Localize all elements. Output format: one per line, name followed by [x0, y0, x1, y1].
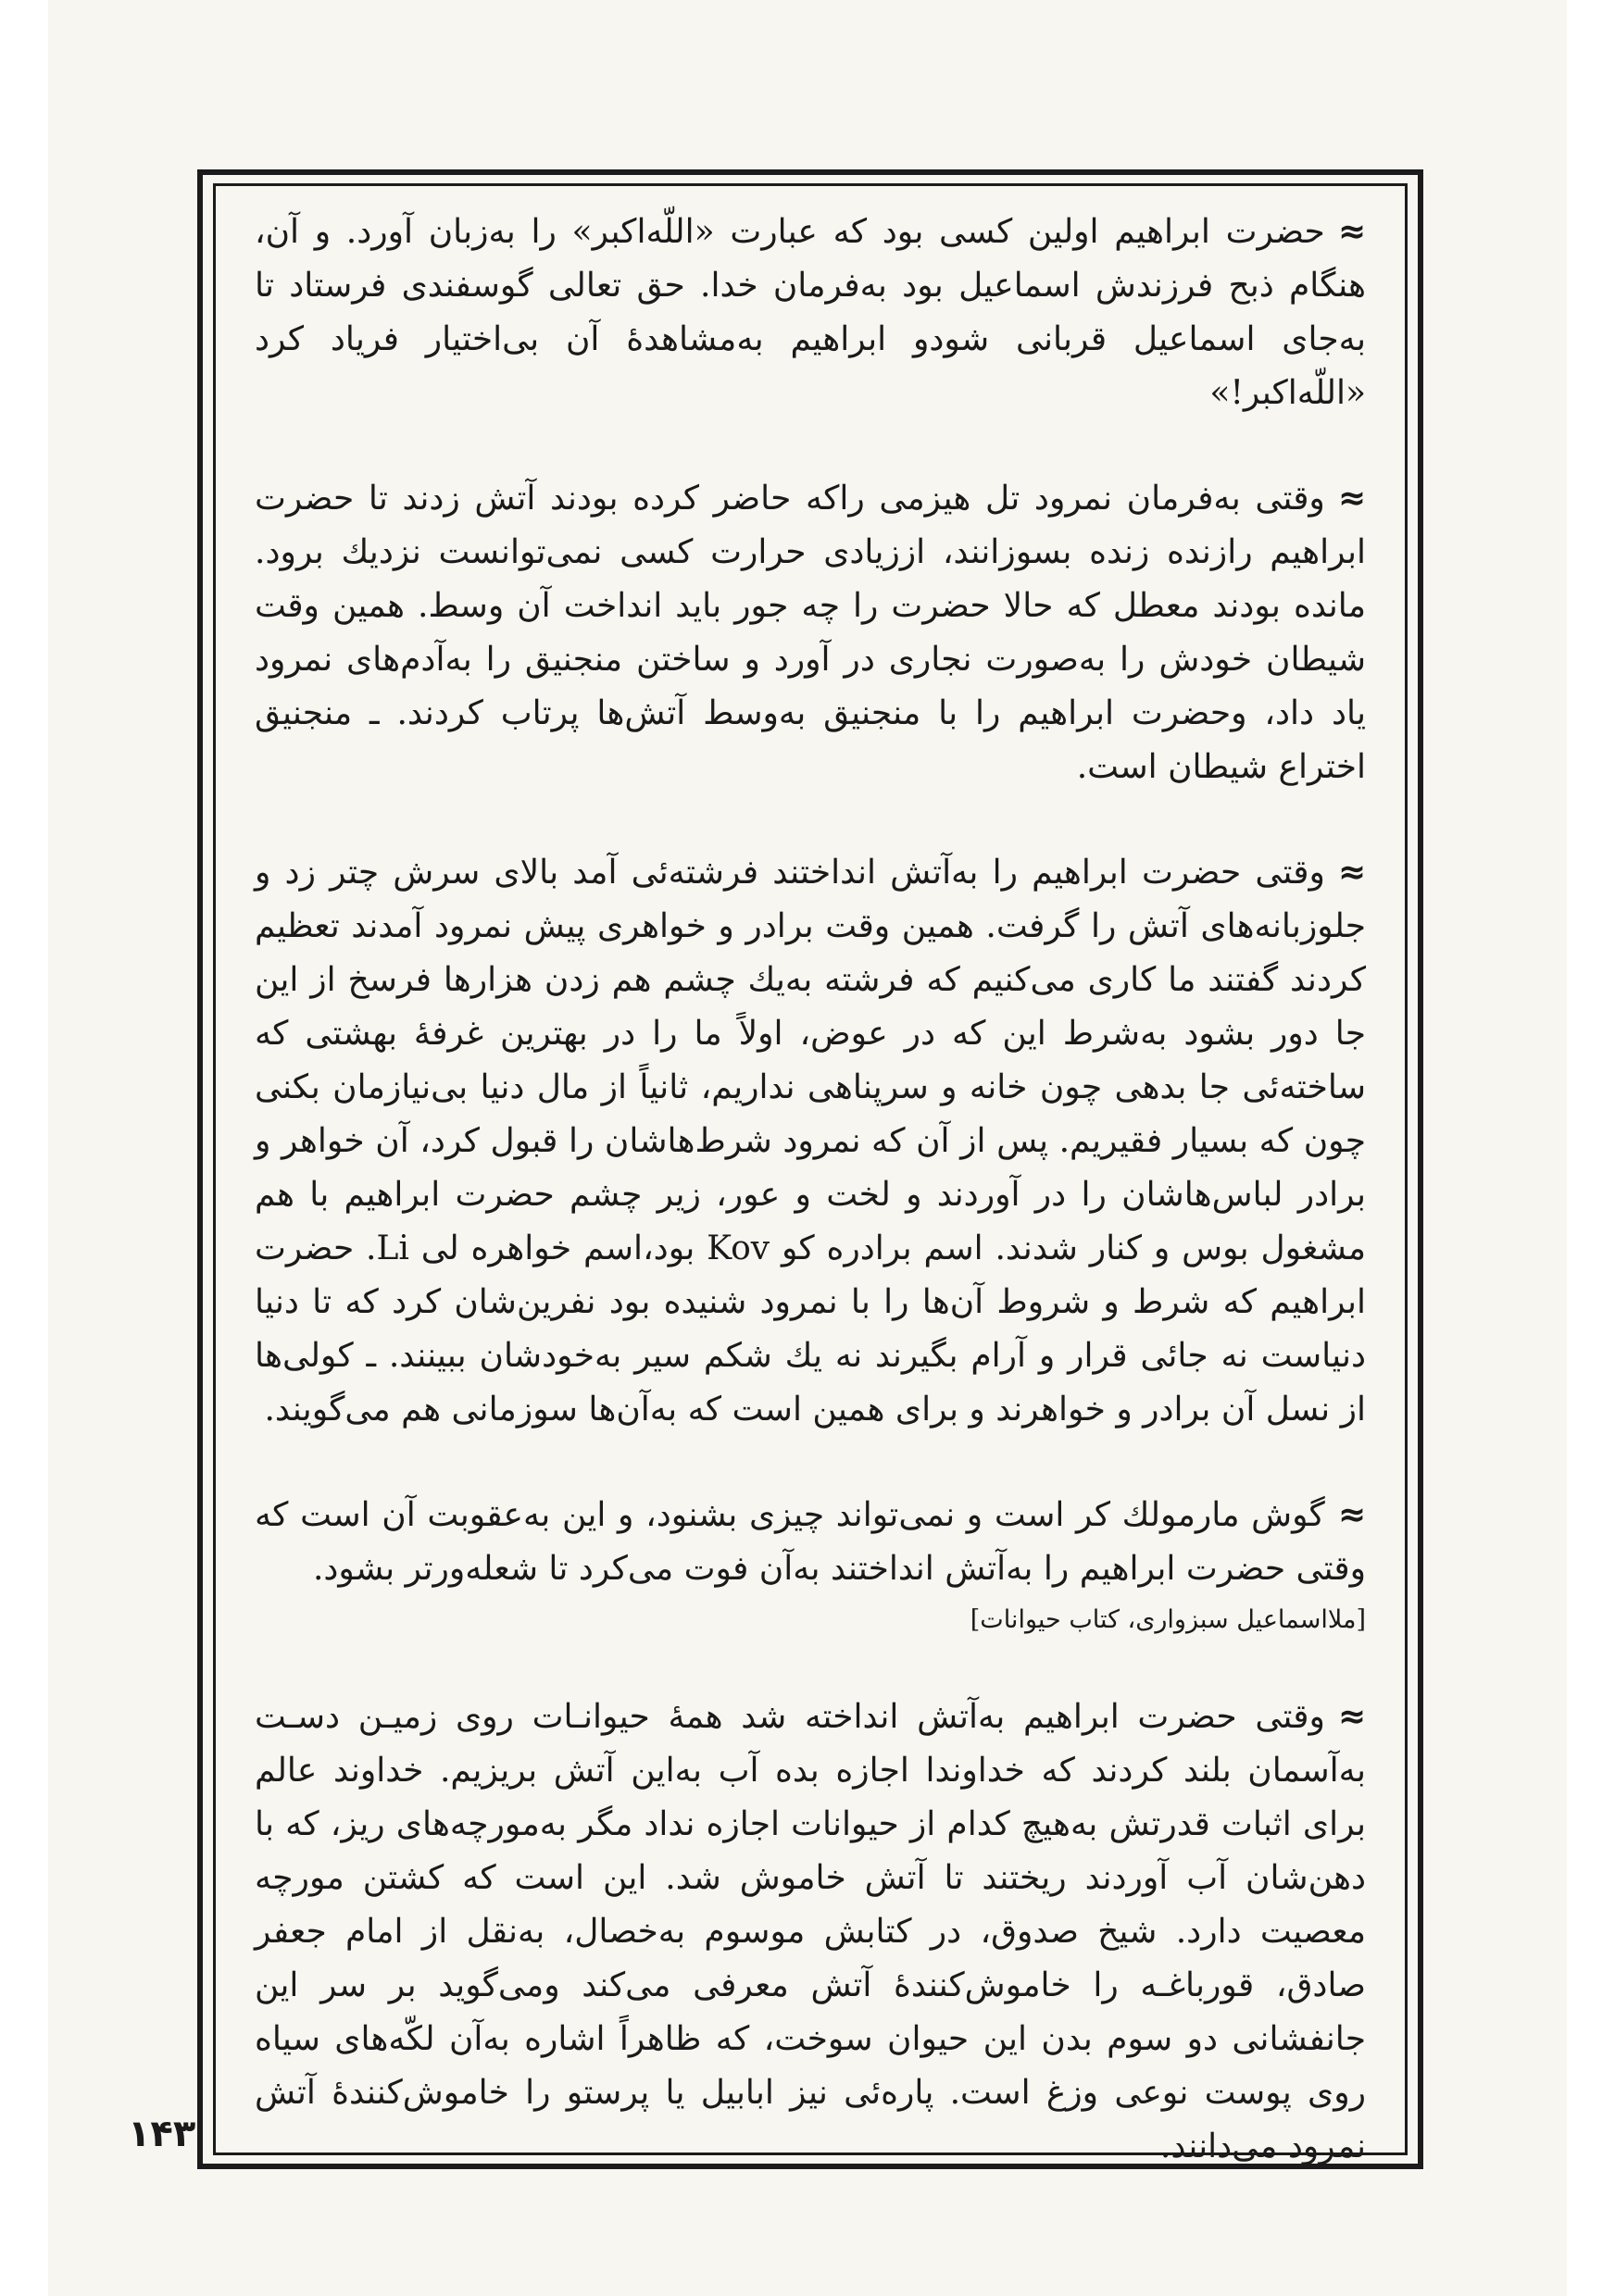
paragraph-3-text: وقتی حضرت ابراهیم را به‌آتش انداختند فرشته‌ئی آمد بالای سرش چتر زد و جلوزبانه‌های آتش را گرفت. همین وقت برادر و خواهری پیش نمرود آمدند تعظیم کردند گفتند ما کاری می‌کنیم که فرشته به‌یك چشم هم زدن هزارها فرسخ از این جا دور بشود به‌شرط این که در عوض، اولاً ما را در بهترین غرفهٔ بهشتی که ساخته‌ئی جا بدهی چون خانه و سرپناهی نداریم، ثانیاً از مال دنیا بی‌نیازمان بکنی چون که بسیار فقیریم. پس از آن که نمرود شرط‌هاشان را قبول کرد، آن خواهر و برادر لباس‌هاشان را در آوردند و لخت و عور، زیر چشم حضرت ابراهیم با هم مشغول بوس و کنار شدند. اسم برادره کو Kov بود،اسم خواهره لی Li. حضرت ابراهیم که شرط و شروط آن‌ها را با نمرود شنیده بود نفرین‌شان کرد که تا دنیا دنیاست نه جائی قرار و آرام بگیرند نه یك شکم سیر به‌خودشان ببینند. ـ کولی‌ها از نسل آن برادر و خواهرند و برای همین است که به‌آن‌ها سوزمانی هم می‌گویند. — [255, 854, 1367, 1429]
paragraph-2-text: وقتی به‌فرمان نمرود تل هیزمی راکه حاضر کرده بودند آتش زدند تا حضرت ابراهیم رازنده زنده بسوزانند، اززیادی حرارت کسی نمی‌توانست نزدیك برود. مانده بودند معطل که حالا حضرت را چه جور باید انداخت آن وسط. همین وقت شیطان خودش را به‌صورت نجاری در آورد و ساختن منجنیق را به‌آدم‌های نمرود یاد داد، وحضرت ابراهیم را با منجنیق به‌وسط آتش‌ها پرتاب کردند. ـ منجنیق اختراع شیطان است. — [255, 480, 1366, 786]
citation: [ملااسماعیل سبزواری، کتاب حیوانات] — [970, 1605, 1366, 1634]
paragraph-5 — [255, 1691, 1366, 2174]
paragraph-4-text: گوش مارمولك کر است و نمی‌تواند چیزی بشنود، و این به‌عقوبت آن است که وقتی حضرت ابراهیم را به‌آتش انداختند به‌آن فوت می‌کرد تا شعله‌ورتر بشود. — [255, 1496, 1366, 1588]
bullet-icon: ≈ — [1337, 854, 1366, 892]
paragraph-1 — [255, 206, 1366, 420]
paragraph-3 — [255, 846, 1366, 1437]
bullet-icon: ≈ — [1337, 1698, 1366, 1736]
paragraph-2 — [255, 472, 1366, 794]
paragraph-1-text: حضرت ابراهیم اولین کسی بود که عبارت «اللّه‌اکبر» را به‌زبان آورد. و آن، هنگام ذبح فرزندش اسماعیل بود به‌فرمان خدا. حق تعالی گوسفندی فرستاد تا به‌جای اسماعیل قربانی شودو ابراهیم به‌مشاهدهٔ آن بی‌اختیار فریاد کرد «اللّه‌اکبر!» — [255, 213, 1366, 412]
bullet-icon: ≈ — [1337, 213, 1366, 251]
page-number: ۱۴۳ — [128, 2113, 196, 2155]
bullet-icon: ≈ — [1337, 480, 1366, 518]
paragraph-4 — [255, 1489, 1366, 1596]
bullet-icon: ≈ — [1337, 1496, 1366, 1534]
paragraph-5-text: وقتی حضرت ابراهیم به‌آتش انداخته شد همهٔ حیوانـات روی زمیـن دسـت به‌آسمان بلند کردند که خداوندا اجازه بده آب به‌این آتش بریزیم. خداوند عالم برای اثبات قدرتش به‌هیچ کدام از حیوانات اجازه نداد مگر به‌مورچه‌های ریز، که با دهن‌شان آب آوردند ریختند تا آتش خاموش شد. این است که کشتن مورچه معصیت دارد. شیخ صدوق، در کتابش موسوم به‌خصال، به‌نقل از امام جعفر صادق، قورباغـه را خاموش‌کنندهٔ آتش معرفی می‌کند ومی‌گوید بر سر این جانفشانی دو سوم بدن این حیوان سوخت، که ظاهراً اشاره به‌آن لکّه‌های سیاه روی پوست نوعی وزغ است. پاره‌ئی نیز ابابیل یا پرستو را خاموش‌کنندهٔ آتش نمرود می‌دانند. — [255, 1698, 1366, 2165]
page-content — [255, 206, 1366, 2174]
